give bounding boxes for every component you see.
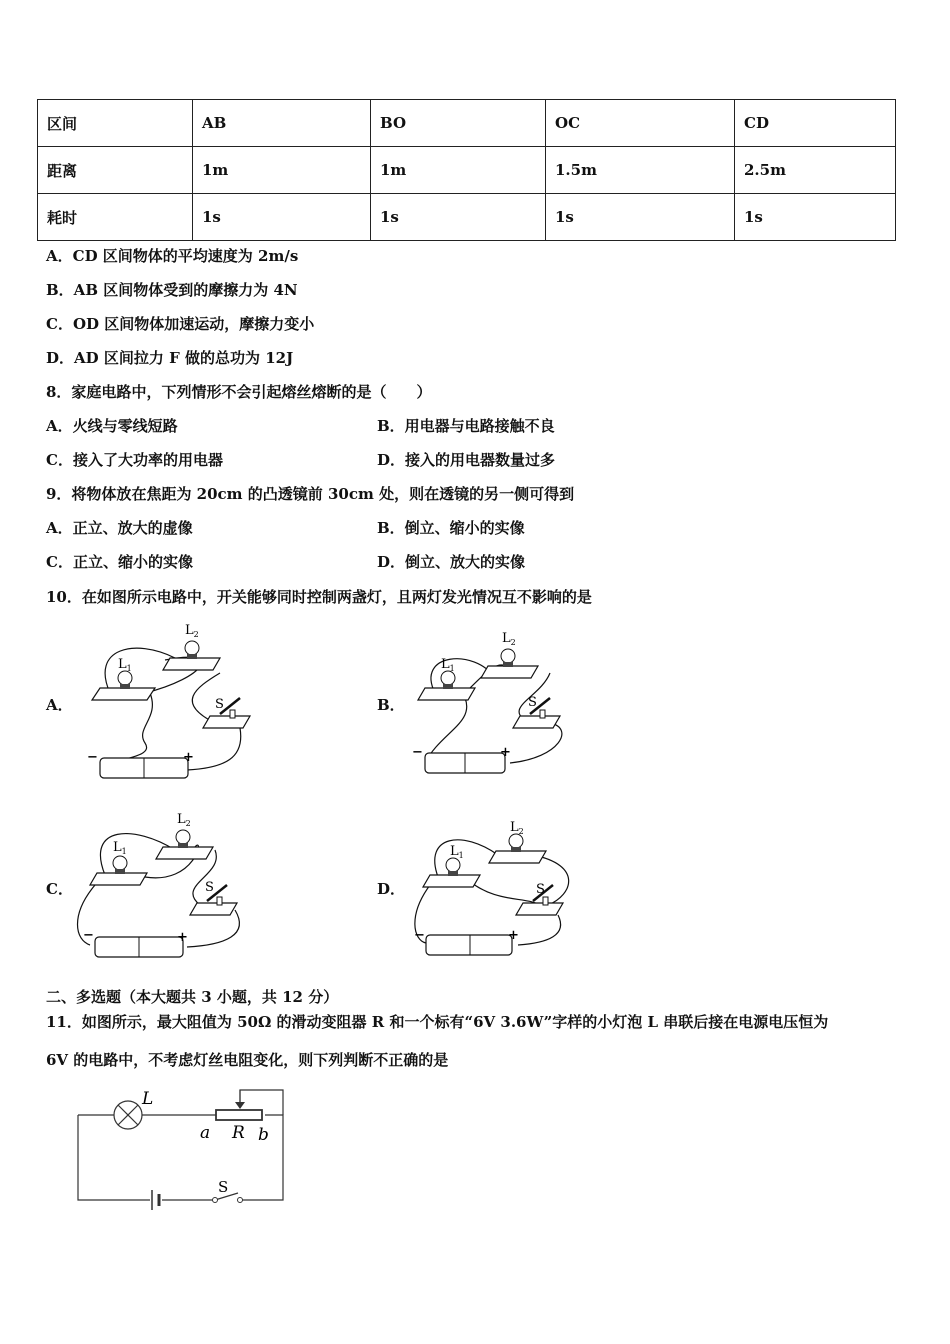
bulb-socket	[443, 684, 453, 689]
switch-terminal	[230, 710, 235, 718]
bulb-icon	[118, 671, 132, 685]
label-s: S	[536, 882, 545, 897]
table-row	[38, 100, 896, 147]
table-cell: 区间	[38, 100, 193, 147]
lamp-l1-base	[423, 875, 480, 887]
bulb-socket	[120, 684, 130, 689]
lamp-l1-base	[92, 688, 155, 700]
bulb-icon	[185, 641, 199, 655]
table-cell: AB	[193, 100, 371, 147]
q9-option-b: B．倒立、缩小的实像	[377, 519, 525, 537]
bulb-socket	[448, 871, 458, 876]
table-cell: 1m	[193, 147, 371, 194]
battery-minus: −	[414, 928, 425, 943]
battery-plus: +	[508, 928, 519, 943]
q10-stem: 10．在如图所示电路中，开关能够同时控制两盏灯，且两灯发光情况互不影响的是	[46, 588, 592, 606]
switch-base	[516, 903, 563, 915]
bulb-icon	[176, 830, 190, 844]
q11-stem-line-2: 6V 的电路中，不考虑灯丝电阻变化，则下列判断不正确的是	[46, 1051, 449, 1069]
bulb-socket	[511, 847, 521, 852]
label-s: S	[205, 880, 214, 895]
battery-icon	[152, 1190, 159, 1210]
table-cell: 1s	[546, 194, 735, 241]
switch-terminal	[543, 897, 548, 905]
lamp-l2-base	[489, 851, 546, 863]
bulb-icon	[509, 834, 523, 848]
lamp-l2-base	[156, 847, 213, 859]
circuit-diagram-a	[75, 618, 265, 788]
label-s: S	[218, 1178, 229, 1196]
label-l1: $L_1$	[118, 657, 132, 673]
table-cell: 1s	[371, 194, 546, 241]
label-r: R	[232, 1123, 245, 1143]
q8-option-d: D．接入的用电器数量过多	[377, 451, 556, 469]
battery-icon	[426, 935, 512, 955]
switch-contact	[213, 1198, 218, 1203]
switch-terminal	[217, 897, 222, 905]
q10-letter-a: A．	[46, 696, 73, 714]
label-l2: $L_2$	[185, 623, 199, 639]
table-cell: BO	[371, 100, 546, 147]
battery-minus: −	[87, 750, 98, 765]
label-l1: $L_1$	[441, 657, 455, 673]
q8-option-b: B．用电器与电路接触不良	[377, 417, 555, 435]
table-cell: 距离	[38, 147, 193, 194]
label-l2: $L_2$	[177, 812, 191, 828]
battery-plus: +	[177, 930, 188, 945]
lamp-l2-base	[163, 658, 220, 670]
label-l2: $L_2$	[502, 631, 516, 647]
battery-minus: −	[83, 928, 94, 943]
q9-option-d: D．倒立、放大的实像	[377, 553, 526, 571]
circuit-diagram-b	[400, 628, 590, 788]
q11-stem-line-1: 11．如图所示，最大阻值为 50Ω 的滑动变阻器 R 和一个标有“6V 3.6W”字样的小灯泡 L 串联后接在电源电压恒为	[46, 1013, 829, 1031]
label-l1: $L_1$	[113, 840, 127, 856]
lamp-icon	[114, 1101, 142, 1129]
table-cell: 1s	[193, 194, 371, 241]
table-row	[38, 147, 896, 194]
label-lamp: L	[142, 1089, 154, 1109]
battery-plus: +	[500, 745, 511, 760]
section-2-title: 二、多选题（本大题共 3 小题，共 12 分）	[46, 988, 339, 1006]
lamp-l1-base	[418, 688, 475, 700]
q9-option-a: A．正立、放大的虚像	[46, 519, 193, 537]
bulb-icon	[113, 856, 127, 870]
bulb-socket	[115, 869, 125, 874]
lamp-l1-base	[90, 873, 147, 885]
battery-plus: +	[183, 750, 194, 765]
slider-arrow-icon	[235, 1102, 245, 1109]
q7-option-b: B．AB 区间物体受到的摩擦力为 4N	[46, 281, 298, 299]
bulb-socket	[503, 662, 513, 667]
label-a: a	[200, 1123, 211, 1143]
bulb-icon	[446, 858, 460, 872]
bulb-socket	[187, 654, 197, 659]
table-cell: CD	[735, 100, 896, 147]
q10-letter-d: D．	[377, 880, 406, 898]
switch-base	[513, 716, 560, 728]
label-l1: $L_1$	[450, 844, 464, 860]
q9-stem: 9．将物体放在焦距为 20cm 的凸透镜前 30cm 处，则在透镜的另一侧可得到	[46, 485, 575, 503]
bulb-icon	[441, 671, 455, 685]
battery-minus: −	[412, 745, 423, 760]
label-l2: $L_2$	[510, 820, 524, 836]
q9-option-c: C．正立、缩小的实像	[46, 553, 193, 571]
q10-letter-b: B．	[377, 696, 405, 714]
switch-base	[190, 903, 237, 915]
q8-option-c: C．接入了大功率的用电器	[46, 451, 223, 469]
label-s: S	[528, 695, 537, 710]
bulb-socket	[178, 843, 188, 848]
q7-option-c: C．OD 区间物体加速运动，摩擦力变小	[46, 315, 315, 333]
q8-option-a: A．火线与零线短路	[46, 417, 178, 435]
q8-stem: 8．家庭电路中，下列情形不会引起熔丝熔断的是（ ）	[46, 383, 432, 401]
motion-data-table	[37, 99, 896, 241]
table-cell: OC	[546, 100, 735, 147]
switch-contact	[238, 1198, 243, 1203]
switch-terminal	[540, 710, 545, 718]
switch-base	[203, 716, 250, 728]
lamp-l2-base	[481, 666, 538, 678]
table-cell: 1s	[735, 194, 896, 241]
table-cell: 1.5m	[546, 147, 735, 194]
circuit-diagram-c	[75, 805, 265, 965]
q7-option-d: D．AD 区间拉力 F 做的总功为 12J	[46, 349, 294, 367]
table-cell: 2.5m	[735, 147, 896, 194]
q7-option-a: A．CD 区间物体的平均速度为 2m/s	[46, 247, 299, 265]
bulb-icon	[501, 649, 515, 663]
q10-letter-c: C．	[46, 880, 73, 898]
q11-circuit-diagram	[70, 1080, 300, 1215]
table-row	[38, 194, 896, 241]
circuit-diagram-d	[408, 815, 598, 965]
label-b: b	[258, 1125, 269, 1145]
table-cell: 1m	[371, 147, 546, 194]
rheostat-icon	[216, 1110, 262, 1120]
table-cell: 耗时	[38, 194, 193, 241]
label-s: S	[215, 697, 224, 712]
